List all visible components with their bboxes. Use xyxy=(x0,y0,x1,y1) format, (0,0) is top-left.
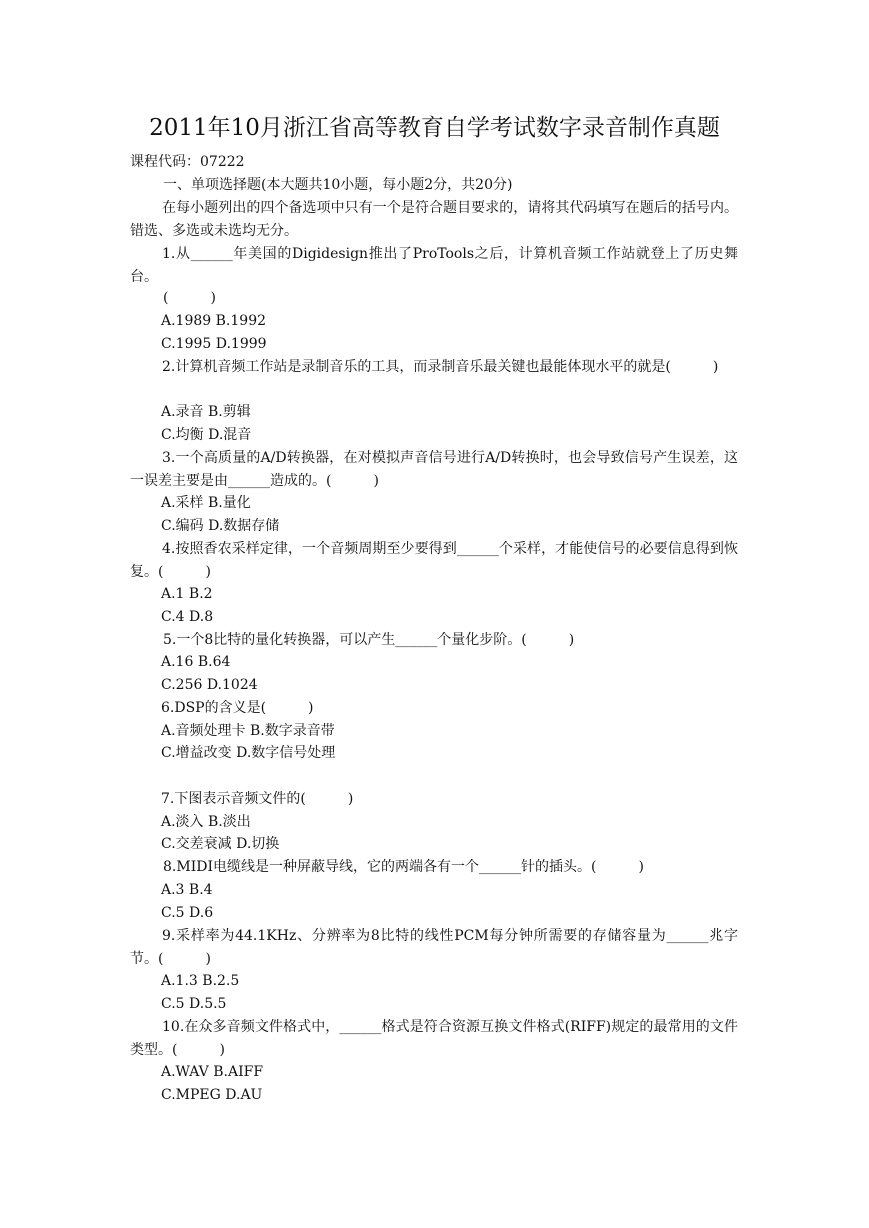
question-6-options-a: A.音频处理卡 B.数字录音带 xyxy=(161,723,335,739)
question-9-options-c: C.5 D.5.5 xyxy=(161,996,227,1012)
question-9-stem xyxy=(130,925,738,970)
page-title: 2011年10月浙江省高等教育自学考试数字录音制作真题 xyxy=(149,115,720,141)
question-stem-text: 10.在众多音频文件格式中，______格式是符合资源互换文件格式(RIFF)规定的最常用的文件类型。( ) xyxy=(130,1019,738,1058)
question-7-options-c: C.交差衰减 D.切换 xyxy=(161,836,280,852)
question-10-options-a: A.WAV B.AIFF xyxy=(161,1064,264,1080)
question-2-options-a: A.录音 B.剪辑 xyxy=(161,404,251,420)
question-1-options-c: C.1995 D.1999 xyxy=(161,336,267,352)
question-stem-text: 4.按照香农采样定律，一个音频周期至少要得到______个采样，才能使信号的必要信息得到恢复。( ) xyxy=(130,541,738,580)
question-3-stem xyxy=(130,447,738,492)
question-5-stem: 5.一个8比特的量化转换器，可以产生______个量化步阶。( ) xyxy=(163,632,575,648)
question-1-bracket: ( ) xyxy=(163,290,216,306)
instruction-text: 在每小题列出的四个备选项中只有一个是符合题目要求的，请将其代码填写在题后的括号内。错选、多选或未选均无分。 xyxy=(130,200,738,239)
question-1-options-a: A.1989 B.1992 xyxy=(161,313,267,329)
question-stem-text: 2.计算机音频工作站是录制音乐的工具，而录制音乐最关键也最能体现水平的就是( ) xyxy=(162,359,719,375)
course-code: 课程代码：07222 xyxy=(130,154,245,170)
question-4-stem xyxy=(130,538,738,583)
question-5-options-c: C.256 D.1024 xyxy=(161,677,258,693)
question-10-options-c: C.MPEG D.AU xyxy=(161,1087,263,1103)
question-1-stem xyxy=(130,243,738,288)
question-stem-text: 9.采样率为44.1KHz、分辨率为8比特的线性PCM每分钟所需要的存储容量为______兆字节。( ) xyxy=(130,928,738,967)
question-2-options-c: C.均衡 D.混音 xyxy=(161,427,252,443)
question-8-options-a: A.3 B.4 xyxy=(161,882,213,898)
question-9-options-a: A.1.3 B.2.5 xyxy=(161,973,240,989)
question-8-stem: 8.MIDI电缆线是一种屏蔽导线，它的两端各有一个______针的插头。( ) xyxy=(163,859,644,875)
question-stem-text: 1.从______年美国的Digidesign推出了ProTools之后，计算机音频工作站就登上了历史舞台。 xyxy=(130,246,738,285)
question-5-options-a: A.16 B.64 xyxy=(161,654,231,670)
question-6-stem: 6.DSP的含义是( ) xyxy=(161,700,314,716)
question-6-options-c: C.增益改变 D.数字信号处理 xyxy=(161,745,336,761)
question-7-stem: 7.下图表示音频文件的( ) xyxy=(161,791,354,807)
question-2-stem xyxy=(130,356,738,379)
section-heading: 一、单项选择题(本大题共10小题，每小题2分，共20分) xyxy=(163,177,513,193)
question-4-options-a: A.1 B.2 xyxy=(161,586,213,602)
question-4-options-c: C.4 D.8 xyxy=(161,609,214,625)
question-8-options-c: C.5 D.6 xyxy=(161,905,214,921)
instruction-paragraph xyxy=(130,197,738,242)
question-7-options-a: A.淡入 B.淡出 xyxy=(161,814,251,830)
question-3-options-c: C.编码 D.数据存储 xyxy=(161,518,280,534)
question-3-options-a: A.采样 B.量化 xyxy=(161,495,251,511)
question-stem-text: 3.一个高质量的A/D转换器，在对模拟声音信号进行A/D转换时，也会导致信号产生误差，这一误差主要是由______造成的。( ) xyxy=(130,450,738,489)
question-10-stem xyxy=(130,1016,738,1061)
